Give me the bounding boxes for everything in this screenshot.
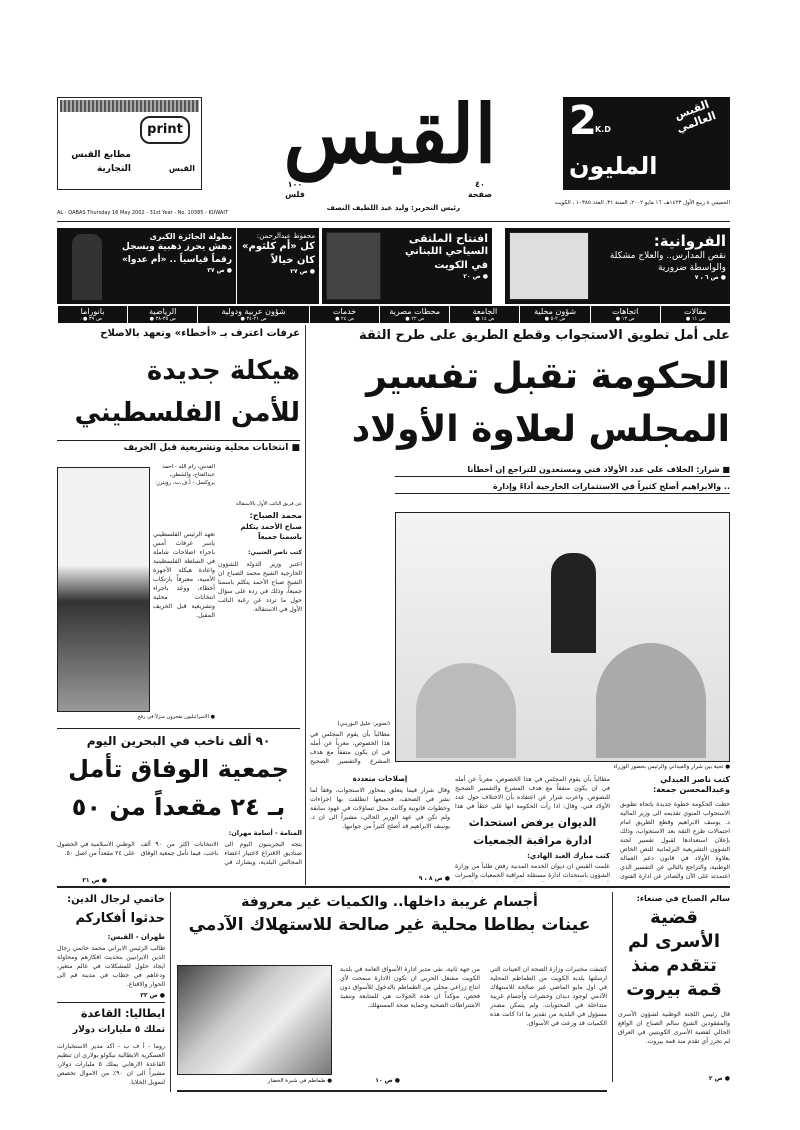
palestine-dateline: القدس، رام الله - احمد عبدالفتاح، والشطن، بروكسل - أ.ف.ب، رويترز: [155,464,215,486]
teaser-text: كل «أم كلثوم» كان خيالاً [242,241,315,266]
date-english: AL - QABAS Thursday 16 May 2002 - 31st Year - No. 10385 - KUWAIT [57,210,228,216]
ad-banner-texture [60,100,199,112]
teaser-farwaniya[interactable] [505,228,730,304]
khatami-headline-2[interactable]: حدثوا أفكاركم [75,911,165,926]
ad-brand: القبس [168,164,195,173]
palestine-body: تعهد الرئيس الفلسطيني ياسر عرفات أمس باجراء اصلاحات شاملة في السلطة الفلسطينية واعادة هيكلة الأجهزة الأمنية، معترفاً بارتكاب أخطاء، ووعد باجراء انتخابات محلية وتشريعية قبل الخريف المقبل. [153,531,215,619]
teaser-text: نقص المدارس.. والعلاج مشكلة والواسطة ضرورية [609,251,726,273]
main-headline-1[interactable]: الحكومة تقبل تفسير [366,356,730,397]
palestine-headline-1[interactable]: هيكلة جديدة [146,356,300,386]
reforms-subhead: إصلاحات متعددة [352,775,408,783]
teaser-photo [509,232,589,300]
main-kicker: على أمل تطويق الاستجواب وقطع الطريق على طرح الثقة [359,328,730,343]
sabah-body: اعتبر وزير الدولة للشؤون الخارجية الشيخ محمد الصباح ان الشيخ صباح الأحمد يتكلم باسمنا جميعاً، وذلك في رده على سؤال حول ما تردد عن رغبة النائب الأول في الاستقالة. [218,561,302,613]
promo-title: القبس العالمي [672,97,718,136]
column-divider [612,892,613,1082]
rule [177,1090,607,1092]
main-photo [395,512,730,762]
bahrain-headline-2[interactable]: بـ ٢٤ مقعداً من ٥٠ [71,793,286,821]
diwan-byline: كتب مبارك العبد الهادي: [527,852,610,860]
prisoners-body: قال رئيس اللجنة الوطنية لشؤون الأسرى والمفقودين الشيخ سالم الصباح ان الواقع الحالي لقضية الأسرى الكويتيين في العراق لم تحرز أي تقدم منذ قمة بيروت. [618,1011,730,1045]
main-subhead-1: ■ شرار: الخلاف على عدد الأولاد فني ومستعدون للتراجع إن أخطأنا [395,465,730,477]
photo-figure [416,663,516,758]
tomato-page-ref[interactable]: ● ص ١٠ [375,1077,400,1084]
bahrain-headline-1[interactable]: جمعية الوفاق تأمل [68,755,289,783]
diwan-body: علمت القبس ان ديوان الخدمة المدنية رفض طلباً من وزارة الشؤون باستحداث ادارة مستقلة لمراقبة الجمعيات والمبرات [455,863,610,879]
rule [57,1002,165,1003]
teaser-page: ● ص ٢٧ [290,268,315,275]
diwan-headline-2[interactable]: ادارة مراقبة الجمعيات [473,834,592,847]
nav-tab[interactable]: محطات مصرية ● ص ٢٢ [379,306,449,323]
ad-box-printing[interactable] [57,97,202,190]
prisoners-headline[interactable]: قضية الأسرى لم تتقدم منذ قمة بيروت [626,907,722,1000]
main-page-ref[interactable]: ● ص ٨ ، ٩ [418,875,450,882]
teaser-title: بطولة الجائزة الكبرى [149,232,232,241]
bahrain-page-ref[interactable]: ● ص ٣١ [82,877,107,884]
column-divider [305,325,306,885]
nav-tab[interactable]: شؤون محلية ● ص ٢-٥ [519,306,589,323]
section-nav [57,306,730,323]
teaser-title: محفوظ عبدالرحمن: [256,232,315,240]
main-headline-2[interactable]: المجلس لعلاوة الأولاد [351,409,730,450]
photo-figure [596,643,706,758]
speech-bubble: print [140,116,190,144]
palestine-headline-2[interactable]: للأمن الفلسطيني [74,398,300,428]
diwan-headline-1[interactable]: الديوان يرفض استحداث [468,816,597,829]
tomato-kicker: أجسام غريبة داخلها.. والكميات غير معروفة [241,894,538,910]
nav-tab[interactable]: خدمات ● ص ٢٤ [309,306,379,323]
bahrain-body: يتجه البحرينيون اليوم الى صناديق الاقتراع لاختيار اعضاء المجالس البلدية، ويشارك في الانتخابات اكثر من ٩٠ ألف ناخب، فيما تأمل جمعية الوفاق الوطني الاسلامية في الحصول على ٢٤ مقعداً من اصل ٥٠. [57,841,302,866]
prisoners-kicker: سالم الصباح في صنعاء: [636,894,730,903]
photo-credit: (تصوير: خليل البوريني) [337,721,390,727]
promo-prize: المليون [569,152,658,180]
sabah-title-1[interactable]: محمد الصباح: [249,511,302,520]
teaser-text: دهش يحرز ذهبية ويسجل رقماً قياسياً .. «أم عدوا» [121,242,232,265]
main-byline: كتب ناصر العبدلي وعبدالمحسن جمعة: [652,775,730,794]
italy-headline-1[interactable]: ايطاليا: القاعدة [80,1007,165,1020]
tomato-photo [177,965,332,1075]
bahrain-dateline: المنامة - أسامة مهران: [228,829,302,837]
palestine-kicker: عرفات اعترف بـ «أخطاء» وتعهد بالاصلاح [100,328,300,339]
palestine-photo [57,467,150,712]
tomato-headline[interactable]: عينات بطاطا محلية غير صالحة للاستهلاك الآدمي [188,915,591,935]
main-photo-caption: ● تحية بين شرار والعيداني والرئيس بحضور الوزراء [613,764,730,770]
sabah-byline: كتب ناصر العتيبي: [247,549,302,556]
promo-currency: K.D [595,125,611,134]
khatami-dateline: طهران - القبس: [107,933,165,941]
teaser-sports[interactable] [57,228,236,304]
price: ١٠٠ فلس [285,180,305,199]
teaser-title: افتتاح الملتقى [408,232,488,245]
palestine-subhead: ■ انتخابات محلية وتشريعية قبل الخريف [57,440,300,453]
reforms-body: وقال شرار فيما يتعلق بمحاور الاستجواب، وفقاً لما نشر في الصحف، فجميعها انطلقت بها اجراءات وخطوات قانونية وكانت محل تساؤلات في عهود سابقة ولم تكن في عهد الوزير الحالي، مشيراً الى ان د. يوسف الابراهيم قد أصلح كثيراً من جوانبها. [310,787,450,830]
teaser-mahfouz[interactable] [237,228,320,304]
teaser-title: الفروانية: [653,232,726,250]
column-divider [170,892,171,1092]
bahrain-kicker: ٩٠ ألف ناخب في البحرين اليوم [86,734,271,748]
sabah-kicker: عن فريق النائب الأول بالاستقالة [235,501,302,507]
ad-name: مطابع القبس [71,150,131,160]
tomato-body: كشفت مختبرات وزارة الصحة ان العينات التي ارسلتها بلدية الكويت من الطماطم المحلية في اول مايو الماضي غير صالحة للاستهلاك الآدمي لوجود ديدان وحشرات وأجسام غريبة متداخلة في المحتويات. ولم يتمكن مصدر مسؤول في البلدية من تقدير ما اذا كانت هذه الكميات قد وزعت في الأسواق. [490,966,607,1027]
nav-tab[interactable]: الرياضية ● ص ٣٥-٣٨ [127,306,197,323]
prisoners-page-ref[interactable]: ● ص ٢ [708,1075,730,1082]
nav-tab[interactable]: بانوراما ● ص ٣٩ [57,306,127,323]
palestine-photo-caption: ● الاسرائيليون يفجرون منزلاً في رفح [137,714,215,720]
tomato-body-continued: من جهة ثانية، نفى مدير ادارة الأسواق العامة في بلدية الكويت مشعل الحربي ان تكون الادارة سمحت لأي انتاج زراعي محلي من الطماطم بالدخول للأسواق دون فحص، مؤكداً ان هذه الجولات هي للمتابعة وتنفيذ الاشتراطات الصحية وحماية صحة المستهلك. [340,966,480,1009]
teaser-page: ● ص ٣٧ [207,267,232,274]
khatami-headline-1[interactable]: خاتمي لرجال الدين: [67,894,165,905]
masthead-rule [57,221,730,222]
editor-in-chief: رئيس التحرير: وليد عبد اللطيف النصف [326,204,460,212]
main-body: خطت الحكومة خطوة جديدة باتجاه تطويق الاستجواب المنوي تقديمه الى وزير المالية د. يوسف الابراهيم وقطع الطريق امام احتمالات طرح الثقة بعد الاستجواب، وذلك بإعلان استعدادها لقبول تفسير لجنة الشؤون التشريعية البرلمانية للنص الخاص بعلاوة الأولاد في قانون دعم العمالة الوطنية، والتراجع بالتالي عن التفسير الذي اعتمدته على الآن والصادر عن ادارة الفتوى [620,801,730,880]
khatami-body: طالب الرئيس الايراني محمد خاتمي رجال الدين الايرانيين بتحديث افكارهم ومحاولة ايجاد حلول للمشكلات في عالم متغير، ودعاهم في خطاب في مدينة قم الى الحوار والاقناع. [57,945,165,988]
nav-tab[interactable]: اتجاهات ● ص ١٣ [590,306,660,323]
tomato-photo-caption: ● طماطم في شبرة الخضار [267,1078,332,1084]
promo-box-million[interactable] [563,97,730,190]
rule [57,728,300,729]
pages-count: ٤٠ صفحة [467,180,493,199]
khatami-page-ref[interactable]: ● ص ٣٣ [140,992,165,999]
main-body-continued: مطالباً بأن يقوم المجلس في هذا الخصوص، معرباً عن أمله في ان يكون متفقاً مع هدف المشرع والتفسير الصحيح للنصوص. واعرب شرار عن اعتقاده بأن الاختلاف حول عدد الأولاد فني. وقال: اذا رأت الحكومة انها على خطأ في هذا [455,776,610,810]
teaser-page: ● ص ٦ ، ٧ [694,274,726,281]
nav-tab[interactable]: مقالات ● ص ١١ [660,306,730,323]
teaser-page: ● ص ٢٠ [463,273,488,280]
teaser-photo [326,232,381,300]
promo-price: 2 [569,98,597,144]
section-rule [57,886,730,888]
nav-tab[interactable]: شؤون عربية ودولية ● ص ٢١-٣٤ [197,306,309,323]
photo-figure [551,553,596,653]
nav-tab[interactable]: الجامعة ● ص ١٤ [449,306,519,323]
sabah-title-2[interactable]: صباح الأحمد يتكلم باسمنا جميعاً [240,523,302,541]
newspaper-logo: القبس [283,87,497,181]
teaser-text: السياحي اللبناني في الكويت [404,246,488,271]
italy-headline-2[interactable]: تملك ٥ مليارات دولار [72,1025,165,1035]
teaser-lebanese-forum[interactable] [322,228,492,304]
main-body-col3: مطالباً بأن يقوم المجلس في هذا الخصوص، معرباً عن أمله في ان يكون متفقاً مع هدف المشرع والتفسير الصحيح [310,731,390,765]
italy-body: روما - أ ف ب - اكد مدير الاستخبارات العسكرية الايطالية نيكولو بولاري ان تنظيم القاعدة الارهابي يملك ٥ مليارات دولار، مشيراً الى ان ٩٠٪ من الاموال تخصص لتمويل الخلايا. [57,1043,165,1086]
ad-subtitle: التجارية [96,164,131,174]
main-subhead-2: .. والابراهيم أصلح كثيراً في الاستثمارات الخارجية أداءً وإدارة [395,482,730,494]
date-arabic: الخميس ٤ ربيع الأول ١٤٢٣هـ، ١٦ مايو ٢٠٠٢، السنة ٣١، العدد ١٠٣٨٥ ، الكويت [554,200,730,206]
athlete-photo [72,234,102,300]
